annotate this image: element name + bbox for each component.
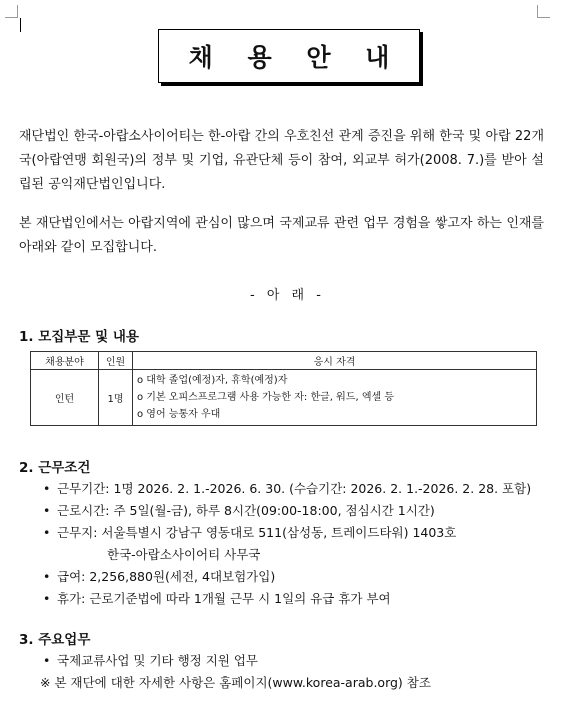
recruitment-table xyxy=(30,351,537,426)
condition-salary: 급여: 2,256,880원(세전, 4대보험가입) xyxy=(57,569,276,584)
condition-period: 근무기간: 1명 2026. 2. 1.-2026. 6. 30. (수습기간: 2026. 2. 1.-2026. 2. 28. 포함) xyxy=(57,481,532,496)
condition-workplace-line2: 한국-아랍소사이어티 사무국 xyxy=(107,547,261,562)
section-heading-duties: 3. 주요업무 xyxy=(19,632,91,648)
conditions-list xyxy=(43,478,531,610)
duties-list xyxy=(40,650,431,694)
bullet-icon: • xyxy=(43,481,51,496)
bullet-icon: • xyxy=(43,525,51,540)
list-item xyxy=(43,650,431,672)
page-title: 채 용 안 내 xyxy=(188,43,403,72)
bullet-icon: • xyxy=(43,653,51,668)
condition-workplace: 근무지: 서울특별시 강남구 영동대로 511(삼성동, 트레이드타워) 1403호 xyxy=(57,525,457,540)
table-row xyxy=(31,370,537,426)
list-item xyxy=(43,588,531,610)
intro-paragraph: 재단법인 한국-아랍소사이어티는 한-아랍 간의 우호친선 관계 증진을 위해 한국 및 아랍 22개국(아랍연맹 회원국)의 정부 및 기업, 유관단체 등이 참여, 외교부 허가(2008. 7.)를 받아 설립된 공익재단법인입니다. xyxy=(19,129,544,192)
table-cell-field: 인턴 xyxy=(31,370,99,426)
qualification-item: o 대학 졸업(예정)자, 휴학(예정)자 xyxy=(137,375,288,386)
table-header-count: 인원 xyxy=(99,352,133,370)
condition-hours: 근로시간: 주 5일(월-금), 하루 8시간(09:00-18:00, 점심시간 1시간) xyxy=(57,503,435,518)
section-heading-conditions: 2. 근무조건 xyxy=(19,460,91,476)
qualification-item: o 기본 오피스프로그램 사용 가능한 자: 한글, 워드, 엑셀 등 xyxy=(137,392,394,403)
list-item xyxy=(43,522,531,544)
bullet-icon: • xyxy=(43,591,51,606)
duty-item: 국제교류사업 및 기타 행정 지원 업무 xyxy=(57,653,258,668)
condition-leave: 휴가: 근로기준법에 따라 1개월 근무 시 1일의 유급 휴가 부여 xyxy=(57,591,391,606)
page-corner-mark xyxy=(537,5,550,18)
bullet-icon: • xyxy=(43,503,51,518)
table-header-qualifications: 응시 자격 xyxy=(133,352,537,370)
title-box xyxy=(158,29,420,83)
table-header-field: 채용분야 xyxy=(31,352,99,370)
text-cursor xyxy=(20,18,21,32)
table-header-row xyxy=(31,352,537,370)
table-cell-count: 1명 xyxy=(99,370,133,426)
section-heading-recruitment: 1. 모집부문 및 내용 xyxy=(19,329,139,345)
list-item xyxy=(43,500,531,522)
bullet-icon: • xyxy=(43,569,51,584)
list-item xyxy=(43,478,531,500)
page-corner-mark xyxy=(5,5,18,18)
recruit-paragraph: 본 재단법인에서는 아랍지역에 관심이 많으며 국제교류 관련 업무 경험을 쌓고자 하는 인재를 아래와 같이 모집합니다. xyxy=(19,216,544,255)
list-item xyxy=(43,566,531,588)
table-cell-qualifications xyxy=(133,370,537,426)
reference-note: ※ 본 재단에 대한 자세한 사항은 홈페이지(www.korea-arab.org) 참조 xyxy=(40,675,431,690)
section-divider-text: - 아 래 - xyxy=(250,288,325,303)
qualification-item: o 영어 능통자 우대 xyxy=(137,409,221,420)
